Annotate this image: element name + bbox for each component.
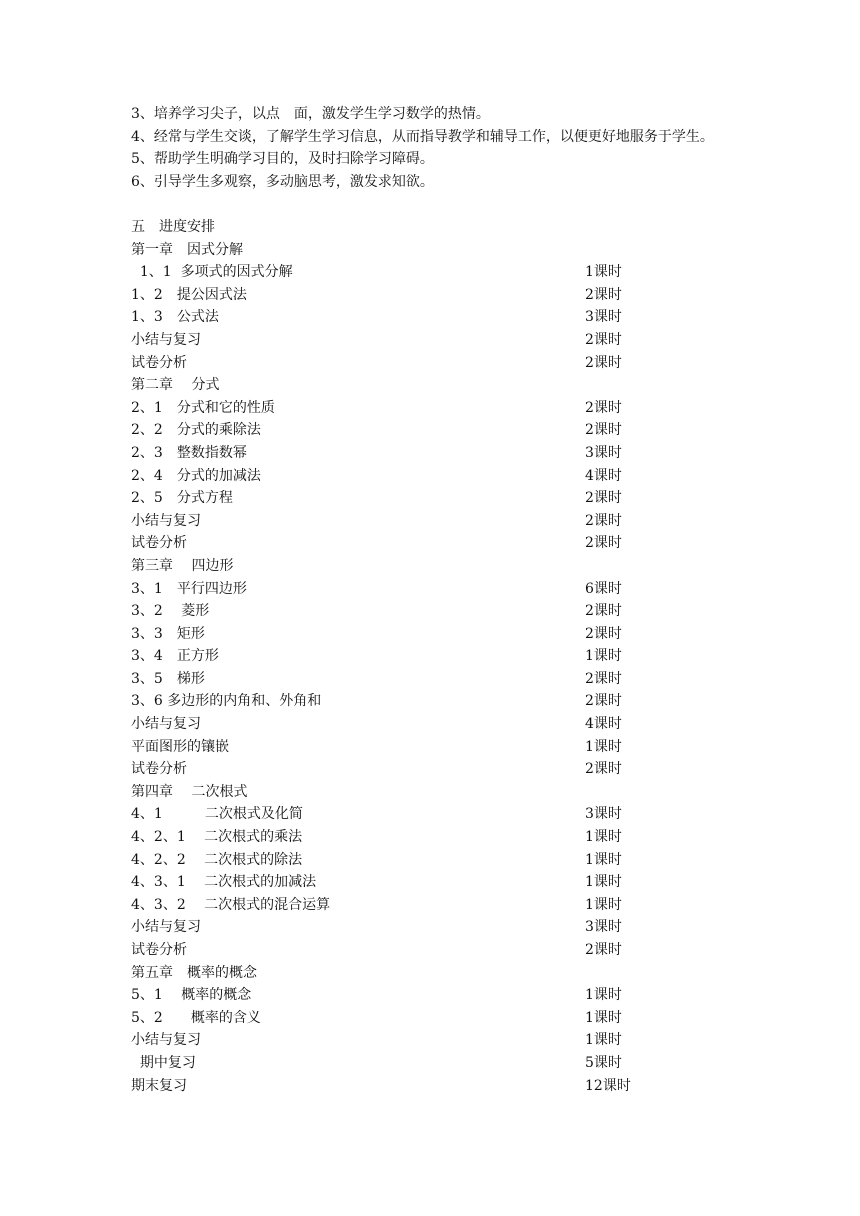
- lesson-title: 期中复习: [131, 1054, 196, 1071]
- lesson-title: 4、3、2 二次根式的混合运算: [131, 896, 331, 913]
- lesson-hours: 12课时: [585, 1077, 631, 1094]
- lesson-hours: 4课时: [585, 716, 622, 733]
- schedule-row: [131, 803, 691, 826]
- heading-text: 第五章 概率的概念: [131, 964, 257, 981]
- schedule-row: [131, 578, 691, 601]
- schedule-row: [131, 465, 691, 488]
- lesson-hours: 2课时: [585, 490, 622, 507]
- lesson-title: 小结与复习: [131, 716, 201, 733]
- lesson-hours: 2课时: [585, 625, 622, 642]
- lesson-title: 2、1 分式和它的性质: [131, 399, 275, 416]
- lesson-title: 2、2 分式的乘除法: [131, 422, 261, 439]
- lesson-title: 期末复习: [131, 1077, 187, 1094]
- schedule-row: [131, 849, 691, 872]
- lesson-hours: 3课时: [585, 919, 622, 936]
- paragraph: 3、培养学习尖子，以点 面，激发学生学习数学的热情。: [131, 106, 490, 122]
- paragraph: 6、引导学生多观察，多动脑思考，激发求知欲。: [131, 173, 434, 190]
- lesson-hours: 3课时: [585, 444, 622, 461]
- lesson-title: 3、2 菱形: [131, 603, 210, 620]
- lesson-title: 试卷分析: [131, 354, 187, 371]
- section-heading: [131, 781, 691, 804]
- lesson-hours: 2课时: [585, 286, 622, 303]
- lesson-hours: 1课时: [585, 1032, 622, 1049]
- lesson-hours: 1课时: [585, 874, 622, 891]
- lesson-hours: 3课时: [585, 309, 622, 326]
- schedule-row: [131, 600, 691, 623]
- lesson-title: 试卷分析: [131, 761, 187, 778]
- lesson-title: 2、3 整数指数幂: [131, 444, 247, 461]
- lesson-hours: 1课时: [585, 264, 622, 281]
- lesson-title: 2、4 分式的加减法: [131, 467, 261, 484]
- lesson-hours: 5课时: [585, 1054, 622, 1071]
- schedule-row: [131, 510, 691, 533]
- lesson-hours: 1课时: [585, 648, 622, 665]
- lesson-title: 5、1 概率的概念: [131, 987, 252, 1004]
- lesson-title: 4、1 二次根式及化简: [131, 806, 303, 823]
- lesson-title: 2、5 分式方程: [131, 490, 233, 507]
- schedule-row: [131, 645, 691, 668]
- schedule-row: [131, 1007, 691, 1030]
- lesson-hours: 6课时: [585, 580, 622, 597]
- paragraph: 4、经常与学生交谈，了解学生学习信息，从而指导教学和辅导工作，以便更好地服务于学生。: [131, 128, 714, 145]
- schedule-row: [131, 352, 691, 375]
- lesson-title: 4、3、1 二次根式的加减法: [131, 874, 317, 891]
- lesson-hours: 1课时: [585, 896, 622, 913]
- lesson-title: 试卷分析: [131, 535, 187, 552]
- lesson-title: 1、2 提公因式法: [131, 286, 247, 303]
- lesson-title: 4、2、2 二次根式的除法: [131, 851, 303, 868]
- lesson-title: 试卷分析: [131, 942, 187, 958]
- lesson-hours: 2课时: [585, 422, 622, 439]
- schedule-row: [131, 397, 691, 420]
- schedule-row: [131, 984, 691, 1007]
- schedule-row: [131, 736, 691, 759]
- schedule-row: [131, 442, 691, 465]
- lesson-title: 3、6 多边形的内角和、外角和: [131, 693, 322, 710]
- heading-text: 第四章 二次根式: [131, 783, 248, 800]
- schedule-row: [131, 623, 691, 646]
- lesson-hours: 2课时: [585, 354, 622, 371]
- lesson-hours: 2课时: [585, 399, 622, 416]
- schedule-row: [131, 826, 691, 849]
- lesson-hours: 1课时: [585, 851, 622, 868]
- schedule-row: [131, 532, 691, 555]
- section-heading: [131, 962, 691, 985]
- schedule-row: [131, 487, 691, 510]
- schedule-row: [131, 939, 691, 962]
- lesson-hours: 3课时: [585, 806, 622, 823]
- schedule-row: [131, 871, 691, 894]
- measures-list: [131, 103, 741, 193]
- lesson-title: 5、2 概率的含义: [131, 1009, 261, 1026]
- schedule-row: [131, 894, 691, 917]
- lesson-hours: 2课时: [585, 942, 622, 958]
- lesson-hours: 2课时: [585, 331, 622, 348]
- lesson-title: 4、2、1 二次根式的乘法: [131, 829, 303, 846]
- lesson-hours: 1课时: [585, 1009, 622, 1026]
- lesson-title: 3、4 正方形: [131, 648, 219, 665]
- lesson-title: 小结与复习: [131, 919, 201, 936]
- schedule-list: [131, 216, 691, 1097]
- lesson-title: 1、3 公式法: [131, 309, 219, 326]
- lesson-title: 1、1 多项式的因式分解: [131, 264, 293, 281]
- lesson-hours: 1课时: [585, 987, 622, 1004]
- lesson-hours: 1课时: [585, 738, 622, 755]
- schedule-row: [131, 419, 691, 442]
- lesson-hours: 2课时: [585, 535, 622, 552]
- schedule-row: [131, 306, 691, 329]
- heading-text: 第一章 因式分解: [131, 241, 243, 258]
- lesson-title: 3、5 梯形: [131, 670, 205, 687]
- heading-text: 第二章 分式: [131, 377, 220, 394]
- lesson-title: 小结与复习: [131, 331, 201, 348]
- lesson-hours: 1课时: [585, 829, 622, 846]
- lesson-hours: 2课时: [585, 603, 622, 620]
- lesson-hours: 2课时: [585, 512, 622, 529]
- section-heading: [131, 216, 691, 239]
- section-heading: [131, 555, 691, 578]
- schedule-row: [131, 329, 691, 352]
- schedule-row: [131, 668, 691, 691]
- lesson-title: 3、1 平行四边形: [131, 580, 247, 597]
- paragraph: 5、帮助学生明确学习目的，及时扫除学习障碍。: [131, 151, 434, 168]
- lesson-title: 小结与复习: [131, 1032, 201, 1049]
- lesson-title: 平面图形的镶嵌: [131, 738, 229, 755]
- schedule-row: [131, 284, 691, 307]
- schedule-row: [131, 1029, 691, 1052]
- section-heading: [131, 239, 691, 262]
- lesson-hours: 2课时: [585, 761, 622, 778]
- schedule-row: [131, 1052, 691, 1075]
- lesson-hours: 2课时: [585, 670, 622, 687]
- heading-text: 第三章 四边形: [131, 557, 234, 574]
- schedule-row: [131, 916, 691, 939]
- schedule-row: [131, 690, 691, 713]
- heading-text: 五 进度安排: [131, 219, 215, 235]
- lesson-hours: 4课时: [585, 467, 622, 484]
- schedule-row: [131, 1075, 691, 1098]
- lesson-hours: 2课时: [585, 693, 622, 710]
- lesson-title: 小结与复习: [131, 512, 201, 529]
- lesson-title: 3、3 矩形: [131, 625, 205, 642]
- schedule-row: [131, 758, 691, 781]
- section-heading: [131, 374, 691, 397]
- schedule-row: [131, 713, 691, 736]
- schedule-row: [131, 261, 691, 284]
